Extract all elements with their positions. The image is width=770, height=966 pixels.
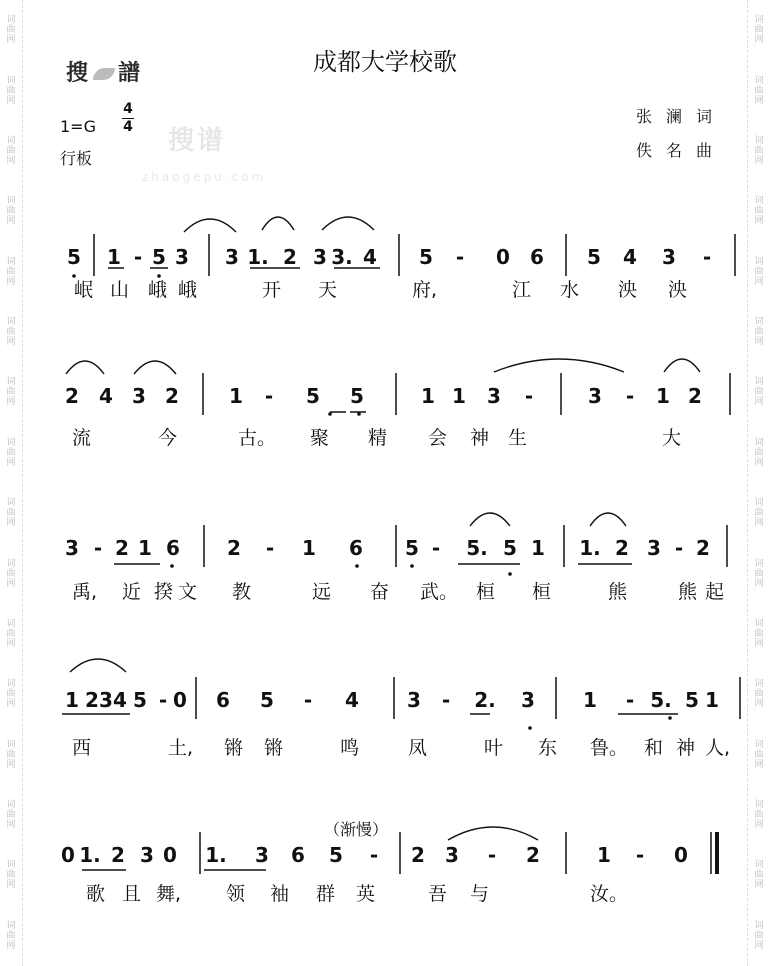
lyric-word: 人, [705, 737, 731, 759]
lyric-word: 会 [428, 427, 448, 449]
lyric-word: 桓 [476, 581, 496, 603]
note-dash: - [674, 536, 684, 560]
note: 6 [349, 536, 363, 560]
side-watermark-char: 网 [6, 276, 16, 287]
note: 5 [133, 688, 147, 712]
octave-dot [668, 716, 672, 720]
side-watermark-char: 网 [6, 397, 16, 408]
side-watermark-char: 网 [754, 820, 764, 831]
note-dash: - [441, 688, 451, 712]
decor-layer [62, 217, 740, 874]
lyric-word: 群 [316, 883, 336, 905]
note: 1 [705, 688, 719, 712]
side-watermark-char: 词 [754, 498, 764, 509]
side-watermark-char: 曲 [6, 568, 16, 579]
note-dash: - [625, 384, 635, 408]
lyric-word: 起 [705, 581, 725, 603]
side-watermark-char: 词 [754, 558, 764, 569]
note: 1 [531, 536, 545, 560]
side-watermark-char: 词 [6, 75, 16, 86]
lyric-word: 峨 [178, 279, 198, 301]
lyric-word: 领 [226, 883, 246, 905]
lyric-word: 山 [110, 279, 130, 301]
note: 2 [111, 843, 125, 867]
side-watermark-char: 曲 [6, 145, 16, 156]
note: 1. [79, 843, 101, 867]
octave-dot [357, 412, 361, 416]
note: 2 [115, 536, 129, 560]
note: 1 [421, 384, 435, 408]
side-watermark-char: 网 [754, 216, 764, 227]
note: 2 [696, 536, 710, 560]
note: 6 [530, 245, 544, 269]
note-dash: - [431, 536, 441, 560]
note: 4 [99, 384, 113, 408]
side-watermark-char: 词 [6, 618, 16, 629]
note: 1 [583, 688, 597, 712]
note: 0 [674, 843, 688, 867]
expression-mark: （渐慢） [324, 820, 389, 839]
side-watermark-char: 网 [6, 699, 16, 710]
side-watermark-char: 词 [754, 317, 764, 328]
lyric-word: 东 [538, 737, 558, 759]
note: 5 [503, 536, 517, 560]
lyric-word: 今 [158, 427, 178, 449]
side-watermark-char: 词 [754, 860, 764, 871]
note-dash: - [265, 536, 275, 560]
side-watermark-char: 曲 [6, 689, 16, 700]
watermark-logo: 搜谱 [168, 126, 227, 156]
octave-dot [328, 412, 332, 416]
note: 3 [445, 843, 459, 867]
note: 3. [331, 245, 353, 269]
side-watermark-char: 网 [754, 276, 764, 287]
lyric-word: 天 [318, 279, 338, 301]
side-watermark-char: 网 [754, 940, 764, 951]
side-watermark-char: 网 [754, 457, 764, 468]
note-dash: - [264, 384, 274, 408]
side-watermark-char: 词 [754, 15, 764, 26]
side-watermark-char: 网 [754, 397, 764, 408]
side-watermark-char: 词 [754, 256, 764, 267]
side-watermark-char: 词 [6, 498, 16, 509]
note: 3 [487, 384, 501, 408]
side-watermark-char: 词 [6, 679, 16, 690]
slur [448, 827, 538, 840]
side-watermark-char: 曲 [754, 387, 764, 398]
note-dash: - [487, 843, 497, 867]
side-watermark-char: 网 [754, 518, 764, 529]
side-watermark-char: 曲 [754, 85, 764, 96]
lyric-word: 鸣 [340, 737, 360, 759]
note: 1 [452, 384, 466, 408]
note-dash: - [303, 688, 313, 712]
note: 5 [587, 245, 601, 269]
note: 2. [474, 688, 496, 712]
note: 2 [688, 384, 702, 408]
lyric-word: 武。 [420, 581, 459, 603]
side-watermark-char: 网 [6, 940, 16, 951]
lyric-word: 大 [662, 427, 682, 449]
note: 2 [165, 384, 179, 408]
slur [70, 659, 126, 672]
side-watermark-char: 网 [6, 35, 16, 46]
slur [322, 217, 374, 230]
note: 2 [283, 245, 297, 269]
note: 3 [255, 843, 269, 867]
lyric-word: 神 [676, 737, 696, 759]
note: 5. [466, 536, 488, 560]
time-signature-bottom: 4 [123, 119, 133, 135]
slur [134, 361, 176, 374]
note-dash: - [369, 843, 379, 867]
side-watermark-char: 网 [6, 457, 16, 468]
side-watermark-char: 词 [6, 739, 16, 750]
lyric-word: 府, [412, 279, 438, 301]
slur [470, 513, 510, 526]
note: 3 [662, 245, 676, 269]
note: 1. [205, 843, 227, 867]
lyric-word: 文 [178, 581, 198, 603]
note-dash: - [635, 843, 645, 867]
note: 1 [597, 843, 611, 867]
lyric-word: 熊 [678, 581, 698, 603]
note: 3 [140, 843, 154, 867]
side-watermark-char: 曲 [6, 870, 16, 881]
logo-char-2: 譜 [118, 61, 143, 86]
note: 3 [313, 245, 327, 269]
note: 4 [363, 245, 377, 269]
side-watermark-char: 曲 [6, 628, 16, 639]
note: 5 [329, 843, 343, 867]
time-signature-top: 4 [123, 101, 133, 117]
side-watermark-char: 词 [6, 920, 16, 931]
note: 3 [225, 245, 239, 269]
tempo-marking: 行板 [60, 149, 93, 168]
side-watermark-char: 词 [6, 135, 16, 146]
side-watermark-char: 网 [754, 35, 764, 46]
side-watermark-char: 曲 [754, 810, 764, 821]
lyric-word: 土, [168, 737, 194, 759]
note: 0 [173, 688, 187, 712]
note: 1 [656, 384, 670, 408]
side-watermark-char: 网 [754, 337, 764, 348]
notes-layer [61, 245, 719, 867]
lyric-word: 流 [72, 427, 92, 449]
lyric-word: 精 [368, 427, 388, 449]
side-watermark-char: 词 [754, 377, 764, 388]
side-watermark-char: 曲 [754, 447, 764, 458]
side-watermark-char: 词 [6, 377, 16, 388]
side-watermark-char: 曲 [754, 266, 764, 277]
lyric-word: 熊 [608, 581, 628, 603]
side-watermark-char: 曲 [754, 25, 764, 36]
note: 5 [419, 245, 433, 269]
side-watermark-char: 曲 [754, 145, 764, 156]
side-watermark-char: 曲 [754, 870, 764, 881]
side-watermark-char: 曲 [6, 25, 16, 36]
lyric-word: 远 [312, 581, 332, 603]
note: 4 [623, 245, 637, 269]
note-dash: - [455, 245, 465, 269]
lyric-word: 聚 [310, 427, 330, 449]
lyric-word: 锵 [224, 737, 244, 759]
note-dash: - [524, 384, 534, 408]
note: 1 [138, 536, 152, 560]
lyric-word: 泱 [668, 279, 688, 301]
lyric-word: 神 [470, 427, 490, 449]
side-watermark-char: 曲 [754, 930, 764, 941]
side-watermark-char: 网 [6, 638, 16, 649]
lyric-word: 峨 [148, 279, 168, 301]
lyric-word: 汝。 [590, 883, 629, 905]
side-watermark-char: 曲 [6, 508, 16, 519]
note: 4 [113, 688, 127, 712]
side-watermark-char: 网 [6, 880, 16, 891]
side-watermark-char: 曲 [6, 810, 16, 821]
slur [590, 513, 626, 526]
side-watermark-char: 词 [6, 196, 16, 207]
side-watermark-char: 词 [754, 679, 764, 690]
lyric-word: 教 [232, 581, 252, 603]
side-watermark-char: 曲 [6, 749, 16, 760]
note: 4 [345, 688, 359, 712]
slur [664, 359, 700, 372]
slur [66, 361, 104, 374]
note: 2 [526, 843, 540, 867]
side-watermark-char: 词 [6, 15, 16, 26]
note: 5 [350, 384, 364, 408]
lyric-word: 锵 [264, 737, 284, 759]
note: 3 [65, 536, 79, 560]
note: 1 [107, 245, 121, 269]
side-watermark-char: 网 [754, 759, 764, 770]
note: 5 [152, 245, 166, 269]
note: 1. [579, 536, 601, 560]
lyric-word: 袖 [270, 883, 290, 905]
lyric-word: 近 [122, 581, 142, 603]
side-watermark-char: 曲 [6, 266, 16, 277]
octave-dot [157, 274, 161, 278]
logo-char-1: 搜 [66, 61, 91, 86]
side-watermark-char: 词 [6, 800, 16, 811]
lyric-word: 泱 [618, 279, 638, 301]
side-watermark-char: 网 [754, 95, 764, 106]
lyric-word: 舞, [156, 883, 182, 905]
side-watermark-char: 网 [6, 95, 16, 106]
note: 1 [65, 688, 79, 712]
side-watermark-char: 词 [6, 317, 16, 328]
note-dash: - [133, 245, 143, 269]
lyrics-layer [72, 279, 730, 905]
composer-credit: 佚名曲 [636, 141, 727, 160]
side-watermark-char: 曲 [754, 628, 764, 639]
note: 5 [685, 688, 699, 712]
lyric-word: 英 [356, 883, 376, 905]
side-watermark-char: 网 [754, 699, 764, 710]
note-dash: - [93, 536, 103, 560]
lyric-word: 西 [72, 737, 92, 759]
lyric-word: 古。 [238, 427, 277, 449]
note-dash: - [625, 688, 635, 712]
note: 5. [650, 688, 672, 712]
note: 2 [65, 384, 79, 408]
note: 5 [306, 384, 320, 408]
side-watermark-char: 曲 [754, 689, 764, 700]
side-watermark-char: 网 [754, 880, 764, 891]
note: 3 [99, 688, 113, 712]
side-watermark-char: 词 [754, 618, 764, 629]
side-watermark-char: 曲 [754, 327, 764, 338]
side-watermark-char: 曲 [6, 447, 16, 458]
song-title: 成都大学校歌 [313, 48, 457, 76]
side-watermark-char: 词 [754, 800, 764, 811]
side-watermark-char: 曲 [6, 930, 16, 941]
note: 2 [615, 536, 629, 560]
lyric-word: 与 [470, 883, 490, 905]
note: 2 [85, 688, 99, 712]
side-watermark-char: 网 [6, 337, 16, 348]
side-watermark-char: 词 [6, 860, 16, 871]
lyric-word: 奋 [370, 581, 390, 603]
note: 5 [260, 688, 274, 712]
lyric-word: 凤 [408, 737, 428, 759]
side-watermark-char: 词 [754, 739, 764, 750]
octave-dot [72, 274, 76, 278]
octave-dot [410, 564, 414, 568]
octave-dot [355, 564, 359, 568]
side-watermark-char: 词 [6, 437, 16, 448]
lyric-word: 江 [512, 279, 532, 301]
note: 1 [302, 536, 316, 560]
side-watermark-char: 曲 [754, 568, 764, 579]
slur [262, 217, 294, 230]
side-watermark-char: 网 [6, 216, 16, 227]
side-watermark-char: 网 [6, 518, 16, 529]
side-watermark-char: 曲 [6, 327, 16, 338]
note-dash: - [158, 688, 168, 712]
side-watermark-char: 曲 [754, 508, 764, 519]
side-watermark-char: 词 [754, 920, 764, 931]
side-watermark-char: 网 [6, 578, 16, 589]
lyric-word: 揆 [154, 581, 174, 603]
lyric-word: 开 [262, 279, 282, 301]
side-watermark-char: 曲 [6, 85, 16, 96]
note: 2 [227, 536, 241, 560]
lyric-word: 歌 [86, 883, 106, 905]
side-watermark-char: 网 [6, 155, 16, 166]
side-watermark-char: 网 [754, 638, 764, 649]
lyric-word: 和 [644, 737, 664, 759]
note: 6 [216, 688, 230, 712]
note: 5 [67, 245, 81, 269]
lyric-word: 生 [508, 427, 528, 449]
note: 3 [521, 688, 535, 712]
note: 3 [588, 384, 602, 408]
lyric-word: 鲁。 [590, 737, 629, 759]
lyric-word: 吾 [428, 883, 448, 905]
note: 3 [175, 245, 189, 269]
note: 3 [132, 384, 146, 408]
side-watermark-char: 网 [754, 155, 764, 166]
side-watermark-char: 词 [6, 256, 16, 267]
side-watermark-char: 词 [754, 135, 764, 146]
key-signature: 1=G [60, 117, 96, 136]
note: 3 [647, 536, 661, 560]
slur [494, 359, 624, 372]
side-watermark-char: 曲 [6, 206, 16, 217]
lyric-word: 桓 [532, 581, 552, 603]
octave-dot [170, 564, 174, 568]
lyricist-credit: 张澜词 [636, 107, 727, 126]
side-watermark-char: 网 [754, 578, 764, 589]
note: 3 [407, 688, 421, 712]
note: 2 [411, 843, 425, 867]
note: 1 [229, 384, 243, 408]
side-watermark-char: 曲 [754, 206, 764, 217]
side-watermark-char: 曲 [754, 749, 764, 760]
side-watermark-char: 词 [754, 437, 764, 448]
lyric-word: 岷 [74, 279, 94, 301]
side-watermark-char: 网 [6, 820, 16, 831]
note: 0 [61, 843, 75, 867]
side-watermark-char: 词 [754, 196, 764, 207]
side-watermark-char: 曲 [6, 387, 16, 398]
side-watermark-char: 词 [754, 75, 764, 86]
lyric-word: 叶 [484, 737, 504, 759]
watermark-url: zhaogepu.com [142, 170, 267, 184]
slur [184, 219, 236, 232]
note: 6 [291, 843, 305, 867]
note: 1. [247, 245, 269, 269]
note: 5 [405, 536, 419, 560]
octave-dot [528, 726, 532, 730]
octave-dot [508, 572, 512, 576]
note: 0 [496, 245, 510, 269]
lyric-word: 且 [122, 883, 142, 905]
side-watermark-char: 词 [6, 558, 16, 569]
note: 0 [163, 843, 177, 867]
note: 6 [166, 536, 180, 560]
side-watermark-char: 网 [6, 759, 16, 770]
note-dash: - [702, 245, 712, 269]
lyric-word: 禹, [72, 581, 98, 603]
lyric-word: 水 [560, 279, 580, 301]
